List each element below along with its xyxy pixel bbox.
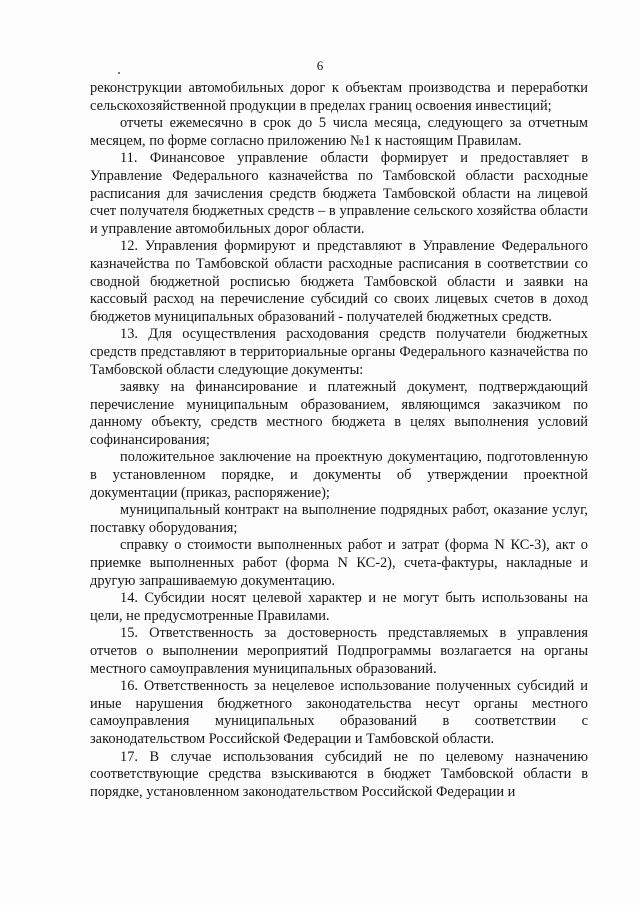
paragraph-14: 14. Субсидии носят целевой характер и не могут быть использованы на цели, не предусмотренные Правилами. [90, 590, 588, 624]
paragraph-13-item-contract: муниципальный контракт на выполнение подрядных работ, оказание услуг, поставку оборудования; [90, 502, 588, 536]
paragraph-12: 12. Управления формируют и представляют в Управление Федерального казначейства по Тамбовской области расходные расписания в соответствии со сводной бюджетной росписью бюджета Тамбовской области и заявки на кассовый расход на перечисление субсидий со своих лицевых счетов в доход бюджетов муниципальных образований - получателей бюджетных средств. [90, 238, 588, 325]
page-number: 6 [316, 58, 324, 73]
scan-speck [118, 72, 120, 74]
paragraph-13-item-certificate: справку о стоимости выполненных работ и затрат (форма N КС-3), акт о приемке выполненных работ (форма N КС-2), счета-фактуры, накладные и другую запрашиваемую документацию. [90, 537, 588, 589]
paragraph-13-item-application: заявку на финансирование и платежный документ, подтверждающий перечисление муниципальным образованием, являющимся заказчиком по данному объекту, средств местного бюджета в целях выполнения условий софинансирования; [90, 379, 588, 448]
paragraph-reports: отчеты ежемесячно в срок до 5 числа месяца, следующего за отчетным месяцем, по форме согласно приложению №1 к настоящим Правилам. [90, 115, 588, 149]
paragraph-continuation: реконструкции автомобильных дорог к объектам производства и переработки сельскохозяйственной продукции в пределах границ освоения инвестиций; [90, 80, 588, 114]
paragraph-13-item-conclusion: положительное заключение на проектную документацию, подготовленную в установленном порядке, и документы об утверждении проектной документации (приказ, распоряжение); [90, 449, 588, 501]
paragraph-15: 15. Ответственность за достоверность представляемых в управления отчетов о выполнении мероприятий Подпрограммы возлагается на органы местного самоуправления муниципальных образований. [90, 625, 588, 677]
paragraph-11: 11. Финансовое управление области формирует и предоставляет в Управление Федерального казначейства по Тамбовской области расходные расписания для зачисления средств бюджета Тамбовской области на лицевой счет получателя бюджетных средств – в управление сельского хозяйства области и управление автомобильных дорог области. [90, 150, 588, 237]
document-body [90, 80, 588, 801]
paragraph-13: 13. Для осуществления расходования средств получатели бюджетных средств представляют в территориальные органы Федерального казначейства по Тамбовской области следующие документы: [90, 326, 588, 378]
paragraph-17: 17. В случае использования субсидий не по целевому назначению соответствующие средства взыскиваются в бюджет Тамбовской области в порядке, установленном законодательством Российской Федерации и [90, 748, 588, 800]
paragraph-16: 16. Ответственность за нецелевое использование полученных субсидий и иные нарушения бюджетного законодательства несут органы местного самоуправления муниципальных образований в соответствии с законодательством Российской Федерации и Тамбовской области. [90, 678, 588, 747]
